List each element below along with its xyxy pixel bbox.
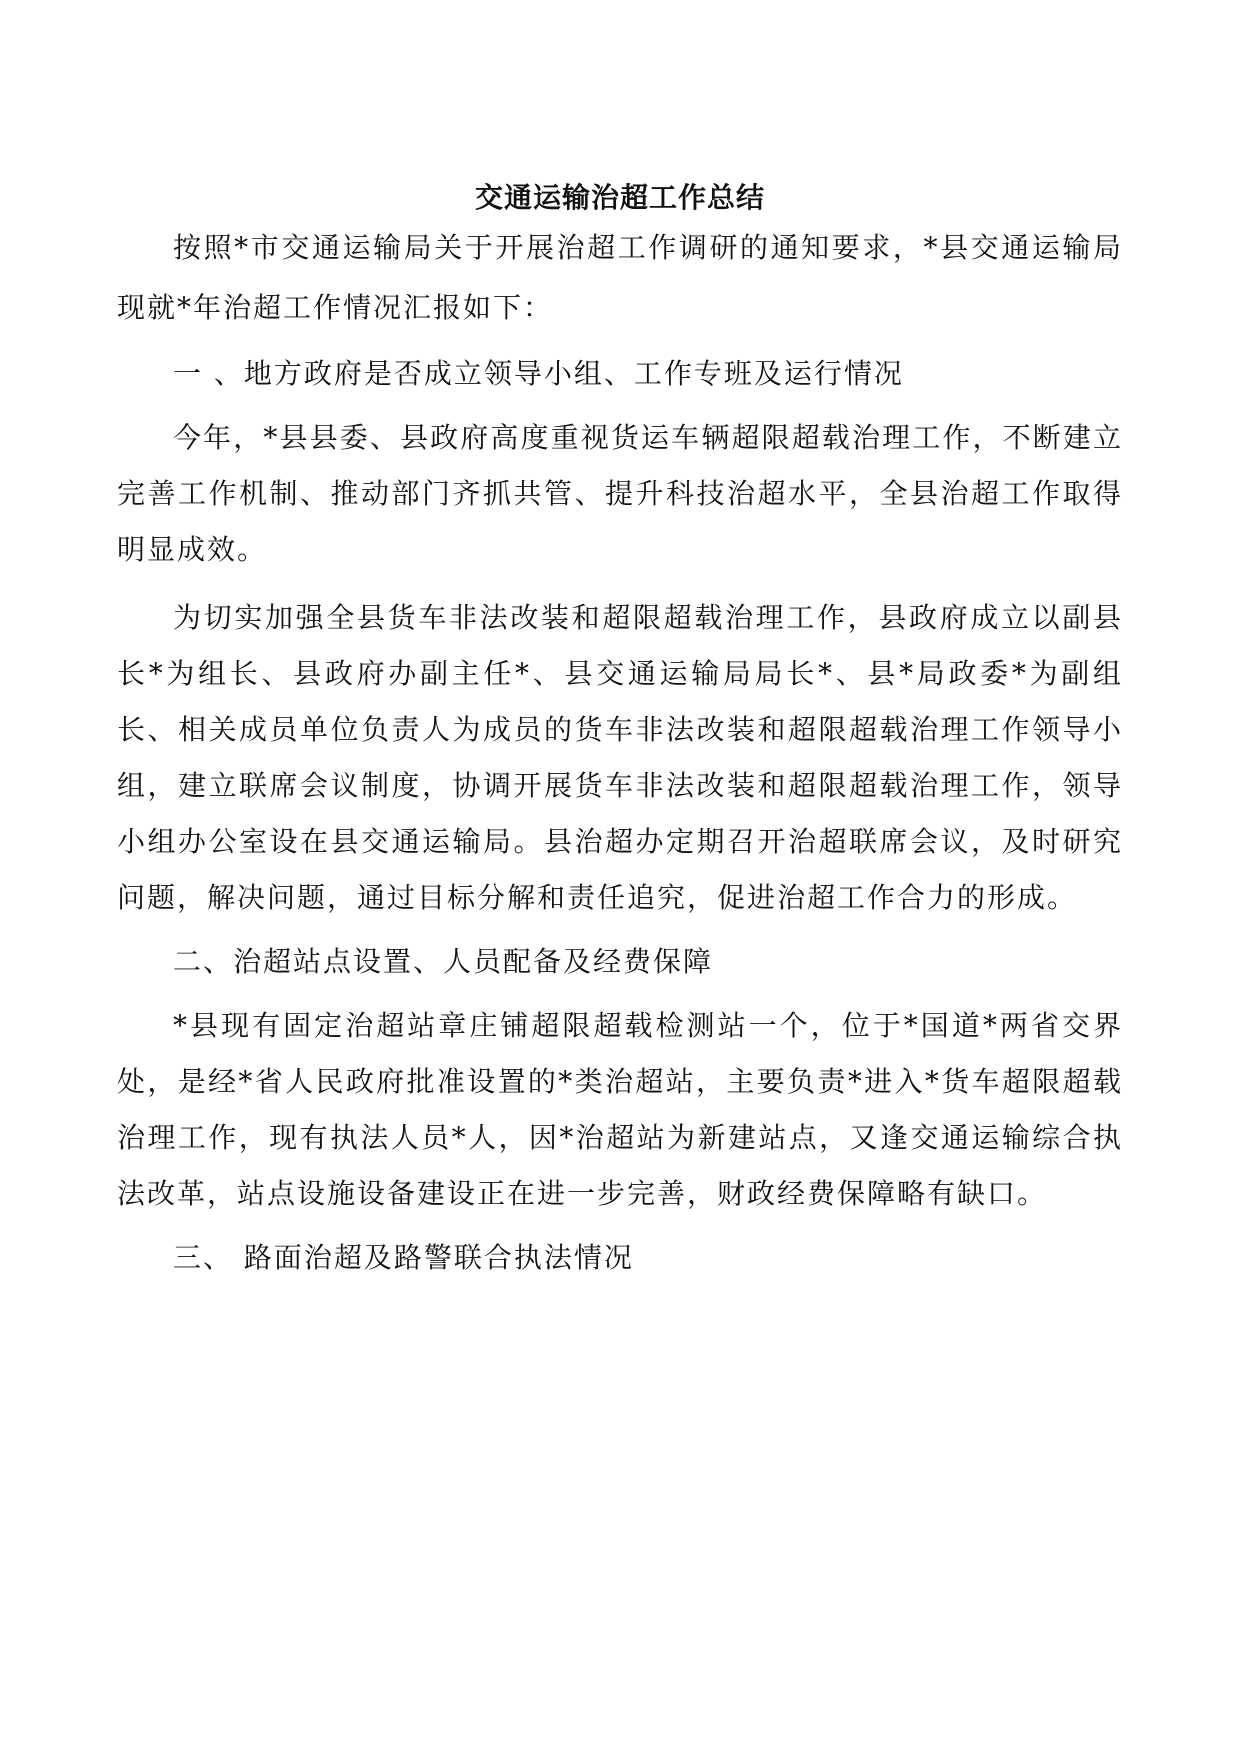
section-heading-3: 三、 路面治超及路警联合执法情况	[173, 1241, 634, 1274]
document-body	[117, 218, 1123, 1288]
section-1-paragraph-2: 为切实加强全县货车非法改装和超限超载治理工作，县政府成立以副县长*为组长、县政府办副主任*、县交通运输局局长*、县*局政委*为副组长、相关成员单位负责人为成员的货车非法改装和超限超载治理工作领导小组，建立联席会议制度，协调开展货车非法改装和超限超载治理工作，领导小组办公室设在县交通运输局。县治超办定期召开治超联席会议，及时研究问题，解决问题，通过目标分解和责任追究，促进治超工作合力的形成。	[117, 601, 1123, 914]
section-heading-1: 一 、地方政府是否成立领导小组、工作专班及运行情况	[173, 357, 904, 390]
document-title: 交通运输治超工作总结	[474, 181, 765, 214]
section-2-paragraph-1: *县现有固定治超站章庄铺超限超载检测站一个，位于*国道*两省交界处，是经*省人民政府批准设置的*类治超站，主要负责*进入*货车超限超载治理工作，现有执法人员*人，因*治超站为新建站点，又逢交通运输综合执法改革，站点设施设备建设正在进一步完善，财政经费保障略有缺口。	[117, 1009, 1123, 1210]
intro-paragraph: 按照*市交通运输局关于开展治超工作调研的通知要求，*县交通运输局现就*年治超工作情况汇报如下：	[117, 231, 1123, 324]
section-heading-2: 二、治超站点设置、人员配备及经费保障	[173, 945, 714, 978]
section-1-paragraph-1: 今年，*县县委、县政府高度重视货运车辆超限超载治理工作，不断建立完善工作机制、推动部门齐抓共管、提升科技治超水平，全县治超工作取得明显成效。	[117, 421, 1123, 566]
